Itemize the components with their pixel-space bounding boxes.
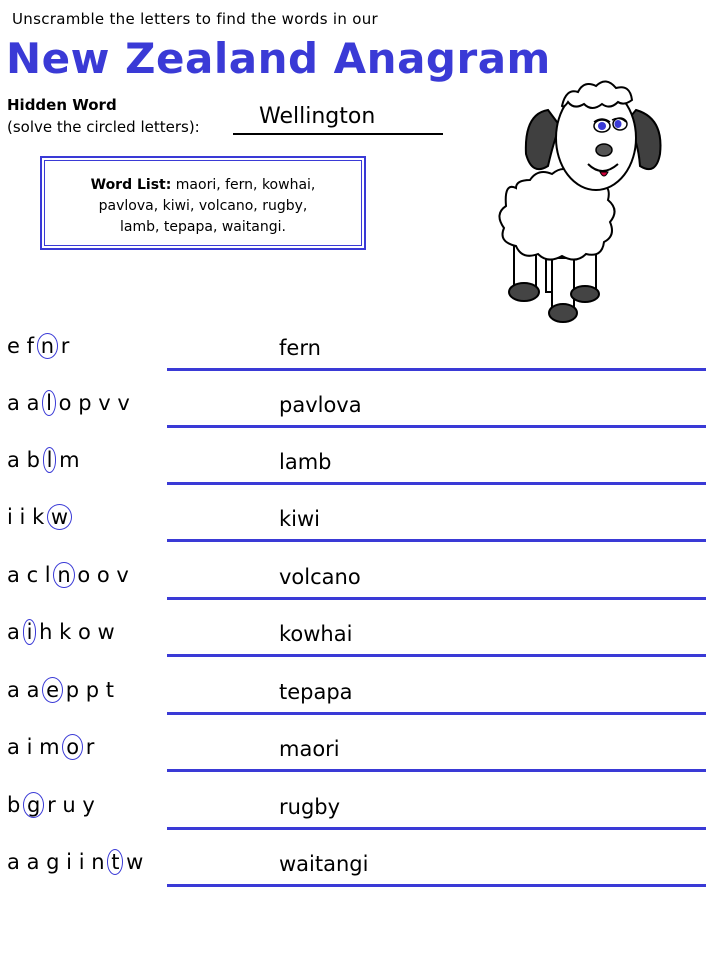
answer-line [167, 368, 706, 371]
answer-line [167, 654, 706, 657]
circled-letter: l [46, 448, 53, 472]
scrambled-letter: b [26, 448, 40, 472]
scrambled-letter: p [78, 391, 92, 415]
scrambled-letter: o [96, 563, 110, 587]
scrambled-letter: b [7, 793, 21, 817]
scrambled-letter: a [7, 735, 20, 759]
word-list-line-1 [45, 175, 361, 196]
scrambled-letters [7, 620, 115, 644]
anagram-row [0, 620, 718, 676]
scrambled-letter: u [62, 793, 76, 817]
scrambled-letter: a [7, 391, 20, 415]
anagram-row [0, 391, 718, 447]
scrambled-letter: t [105, 678, 115, 702]
hidden-word-line [233, 133, 443, 135]
answer-line [167, 425, 706, 428]
scrambled-letter: a [26, 391, 40, 415]
circled-letter: n [57, 563, 71, 587]
answer-text: pavlova [279, 393, 362, 417]
scrambled-letter: i [66, 850, 72, 874]
scrambled-letter: f [26, 334, 35, 358]
scrambled-letters [7, 391, 130, 415]
scrambled-letter: r [85, 735, 95, 759]
scrambled-letter: r [60, 334, 70, 358]
word-list-text-1: maori, fern, kowhai, [175, 177, 316, 193]
answer-text: kowhai [279, 622, 353, 646]
scrambled-letter: n [91, 850, 105, 874]
scrambled-letter: p [65, 678, 80, 702]
anagram-row [0, 735, 718, 791]
scrambled-letter: a [26, 850, 40, 874]
scrambled-letter: k [32, 505, 45, 529]
scrambled-letter: o [77, 620, 91, 644]
scrambled-letters [7, 334, 69, 358]
anagram-row [0, 505, 718, 561]
word-list-box [40, 156, 366, 250]
scrambled-letter: p [85, 678, 100, 702]
answer-text: kiwi [279, 507, 321, 531]
instruction-text: Unscramble the letters to find the words in our [12, 10, 379, 28]
scrambled-letter: a [7, 563, 20, 587]
anagram-row [0, 448, 718, 504]
hidden-word-label: Hidden Word [7, 96, 117, 114]
circled-letter: e [46, 678, 60, 702]
scrambled-letter: w [97, 620, 115, 644]
circled-letter: i [26, 620, 33, 644]
scrambled-letter: a [26, 678, 40, 702]
answer-text: tepapa [279, 680, 353, 704]
answer-line [167, 827, 706, 830]
answer-text: lamb [279, 450, 332, 474]
scrambled-letter: i [7, 505, 13, 529]
scrambled-letter: a [7, 678, 20, 702]
scrambled-letter: i [26, 735, 33, 759]
scrambled-letters [7, 793, 95, 817]
anagram-row [0, 793, 718, 849]
answer-line [167, 597, 706, 600]
answer-line [167, 884, 706, 887]
scrambled-letters [7, 735, 94, 759]
word-list-label: Word List: [90, 177, 172, 193]
circled-letter: g [27, 793, 41, 817]
sheep-icon [496, 68, 696, 326]
scrambled-letter: g [46, 850, 60, 874]
scrambled-letter: r [47, 793, 56, 817]
scrambled-letter: i [19, 505, 26, 529]
scrambled-letter: y [82, 793, 95, 817]
scrambled-letter: a [7, 448, 20, 472]
scrambled-letter: c [26, 563, 39, 587]
scrambled-letter: v [117, 391, 130, 415]
scrambled-letter: k [59, 620, 72, 644]
scrambled-letter: a [7, 850, 20, 874]
scrambled-letter: m [59, 448, 80, 472]
anagram-row [0, 678, 718, 734]
circled-letter: n [40, 334, 55, 358]
scrambled-letter: l [44, 563, 51, 587]
answer-line [167, 769, 706, 772]
circled-letter: t [111, 850, 120, 874]
answer-text: waitangi [279, 852, 369, 876]
answer-text: rugby [279, 795, 341, 819]
circled-letter: w [50, 505, 69, 529]
scrambled-letter: a [7, 620, 20, 644]
word-list-line-3: lamb, tepapa, waitangi. [120, 219, 286, 235]
circled-letter: l [46, 391, 52, 415]
scrambled-letter: h [39, 620, 53, 644]
answer-line [167, 712, 706, 715]
sheep-head [556, 81, 636, 190]
answer-text: maori [279, 737, 340, 761]
scrambled-letter: o [58, 391, 72, 415]
answer-line [167, 482, 706, 485]
word-list-line-2: pavlova, kiwi, volcano, rugby, [98, 198, 308, 214]
anagram-row [0, 563, 718, 619]
scrambled-letter: o [77, 563, 91, 587]
page-title: New Zealand Anagram [6, 34, 551, 83]
hidden-word-sublabel: (solve the circled letters): [7, 118, 200, 136]
scrambled-letter: v [116, 563, 129, 587]
anagram-row [0, 334, 718, 390]
anagram-row [0, 850, 718, 906]
scrambled-letter: v [98, 391, 111, 415]
scrambled-letter: e [7, 334, 20, 358]
scrambled-letters [7, 850, 143, 874]
scrambled-letter: w [126, 850, 144, 874]
scrambled-letters [7, 448, 80, 472]
answer-line [167, 539, 706, 542]
answer-text: fern [279, 336, 321, 360]
scrambled-letters [7, 505, 68, 529]
scrambled-letters [7, 563, 129, 587]
scrambled-letters [7, 678, 114, 702]
circled-letter: o [66, 735, 80, 759]
word-list-inner [44, 160, 362, 246]
scrambled-letter: i [78, 850, 85, 874]
hidden-word-answer: Wellington [259, 104, 376, 129]
scrambled-letter: m [39, 735, 60, 759]
answer-text: volcano [279, 565, 361, 589]
